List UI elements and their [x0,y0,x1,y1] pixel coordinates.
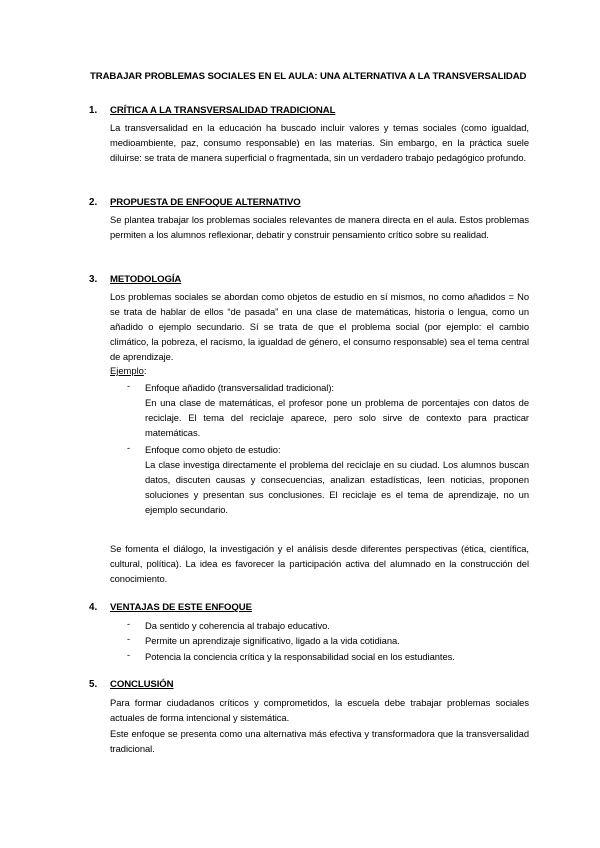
section-heading: CONCLUSIÓN [110,679,174,690]
section-closing-paragraph: Se fomenta el diálogo, la investigación y el análisis desde diferentes perspectivas (ética, científica, cultural, política). La idea es favorecer la participación activa del alumnado en la construcción del conocimiento. [110,543,529,584]
example-label: Ejemplo [110,365,144,376]
bullet-dash: - [127,618,131,629]
bullet-label: Enfoque como objeto de estudio: [145,444,281,455]
bullet-label: Enfoque añadido (transversalidad tradicional): [145,382,334,393]
section-heading: METODOLOGÍA [110,274,182,285]
section-heading: CRÍTICA A LA TRANSVERSALIDAD TRADICIONAL [110,105,336,116]
bullet-dash: - [127,442,131,453]
section-number: 5. [89,679,98,690]
section-number: 2. [89,197,98,208]
example-colon: : [143,365,147,376]
bullet-text: Potencia la conciencia crítica y la responsabilidad social en los estudiantes. [145,651,455,662]
bullet-dash: - [127,633,131,644]
bullet-text: Permite un aprendizaje significativo, ligado a la vida cotidiana. [145,635,400,646]
bullet-text: La clase investiga directamente el problema del reciclaje en su ciudad. Los alumnos buscan datos, discuten causas y consecuencias, analizan estadísticas, leen noticias, proponen soluciones y presentan sus conclusiones. El reciclaje es el tema de aprendizaje, no un ejemplo secundario. [145,459,529,515]
example-line [110,365,146,376]
bullet-text: Da sentido y coherencia al trabajo educativo. [145,620,330,631]
bullet-text: En una clase de matemáticas, el profesor pone un problema de porcentajes con datos de reciclaje. El tema del reciclaje aparece, pero solo sirve de contexto para practicar matemáticas. [145,397,529,438]
section-paragraph: Se plantea trabajar los problemas sociales relevantes de manera directa en el aula. Estos problemas permiten a los alumnos reflexionar, debatir y construir pensamiento crítico sobre su realidad. [110,214,529,240]
section-paragraph: Los problemas sociales se abordan como objetos de estudio en sí mismos, no como añadidos = No se trata de hablar de ellos “de pasada” en una clase de matemáticas, historia o lengua, como un añadido o ejemplo secundario. Sí se trata de que el problema social (por ejemplo: el cambio climático, la pobreza, el racismo, la igualdad de género, el consumo responsable) sea el tema central de aprendizaje. [110,291,529,362]
section-number: 3. [89,274,98,285]
section-heading: VENTAJAS DE ESTE ENFOQUE [110,602,252,613]
section-heading: PROPUESTA DE ENFOQUE ALTERNATIVO [110,197,301,208]
section-paragraph: La transversalidad en la educación ha buscado incluir valores y temas sociales (como igualdad, medioambiente, paz, consumo responsable) en las materias. Sin embargo, en la práctica suele diluirse: se trata de manera superficial o fragmentada, sin un verdadero trabajo pedagógico profundo. [110,122,529,163]
document-title: TRABAJAR PROBLEMAS SOCIALES EN EL AULA: UNA ALTERNATIVA A LA TRANSVERSALIDAD [90,71,527,82]
section-paragraph: Para formar ciudadanos críticos y comprometidos, la escuela debe trabajar problemas sociales actuales de forma intencional y sistemática. [110,697,529,723]
bullet-dash: - [127,649,131,660]
section-number: 4. [89,602,98,613]
bullet-dash: - [127,380,131,391]
section-number: 1. [89,105,98,116]
section-paragraph: Este enfoque se presenta como una alternativa más efectiva y transformadora que la transversalidad tradicional. [110,728,529,754]
